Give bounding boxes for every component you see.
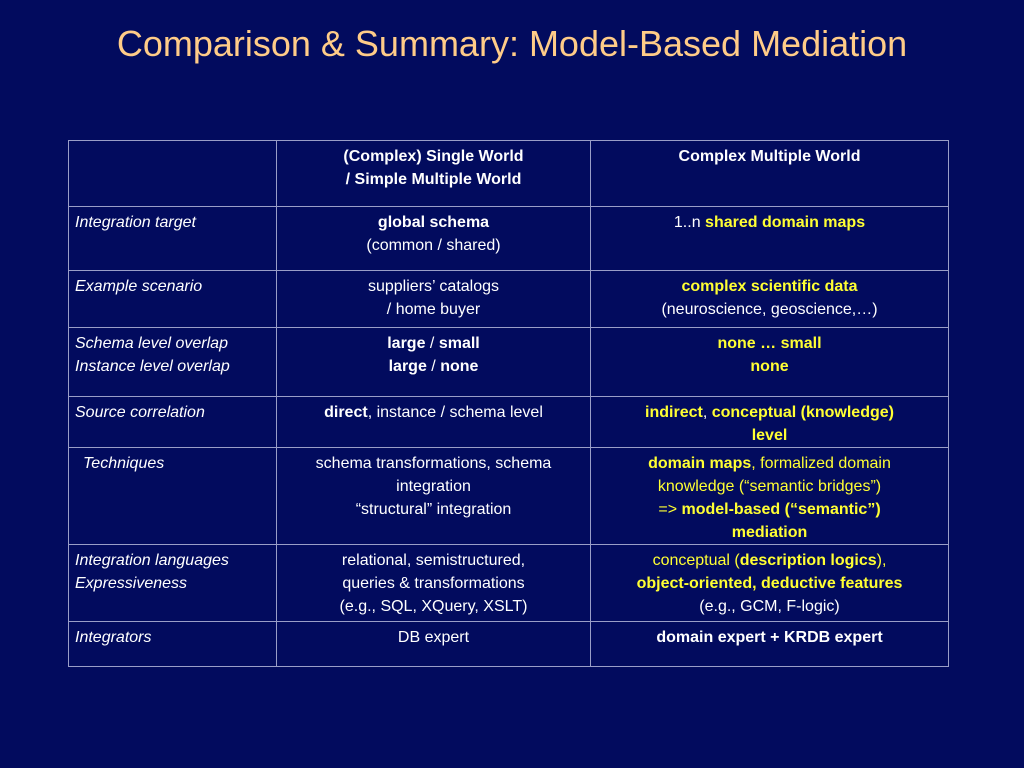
cell-text: (common / shared) bbox=[366, 237, 501, 254]
cell-text: level bbox=[751, 427, 788, 444]
cell-text: description logics bbox=[739, 552, 877, 569]
cell-single-source-correlation bbox=[277, 397, 591, 448]
cell-multi-overlap bbox=[591, 328, 949, 397]
cell-text: domain maps bbox=[648, 455, 752, 472]
cell-text: 1..n bbox=[673, 214, 706, 231]
cell-text: suppliers’ catalogs bbox=[367, 278, 500, 295]
table-header-row bbox=[69, 141, 949, 207]
cell-text: “structural” integration bbox=[355, 501, 512, 518]
cell-text: / bbox=[426, 358, 441, 375]
row-label-integration-languages bbox=[69, 545, 277, 622]
comparison-table bbox=[68, 140, 949, 667]
row-label-line: Expressiveness bbox=[75, 575, 188, 592]
cell-single-example-scenario bbox=[277, 271, 591, 328]
cell-text: relational, semistructured, bbox=[341, 552, 526, 569]
cell-multi-source-correlation bbox=[591, 397, 949, 448]
row-label-line: Instance level overlap bbox=[75, 358, 230, 375]
cell-multi-integrators: domain expert + KRDB expert bbox=[591, 622, 949, 667]
cell-text: ), bbox=[876, 552, 887, 569]
cell-text: queries & transformations bbox=[342, 575, 525, 592]
row-label-line: Schema level overlap bbox=[75, 335, 228, 352]
cell-text: => bbox=[658, 501, 682, 518]
cell-text: global schema bbox=[377, 214, 490, 231]
header-empty-cell bbox=[69, 141, 277, 207]
row-label-integrators: Integrators bbox=[69, 622, 277, 667]
cell-text: indirect bbox=[645, 404, 703, 421]
cell-text: mediation bbox=[731, 524, 808, 541]
cell-text: complex scientific data bbox=[681, 278, 858, 295]
cell-multi-integration-target bbox=[591, 207, 949, 271]
cell-text: large bbox=[388, 358, 427, 375]
row-label-source-correlation: Source correlation bbox=[69, 397, 277, 448]
header-single-world-line2: / Simple Multiple World bbox=[345, 171, 522, 188]
cell-text: object-oriented, deductive features bbox=[636, 575, 903, 592]
cell-text: , formalized domain bbox=[751, 455, 891, 472]
cell-text: large bbox=[387, 335, 426, 352]
row-label-line: Integration languages bbox=[75, 552, 229, 569]
row-label-example-scenario: Example scenario bbox=[69, 271, 277, 328]
table-row bbox=[69, 448, 949, 545]
cell-single-overlap bbox=[277, 328, 591, 397]
cell-text: (e.g., GCM, F-logic) bbox=[699, 598, 840, 615]
table-row bbox=[69, 397, 949, 448]
row-label-integration-target: Integration target bbox=[69, 207, 277, 271]
table-row bbox=[69, 328, 949, 397]
cell-text: knowledge (“semantic bridges”) bbox=[657, 478, 882, 495]
cell-text: schema transformations, schema bbox=[315, 455, 552, 472]
cell-text: , bbox=[702, 404, 712, 421]
table-row bbox=[69, 207, 949, 271]
header-single-world-line1: (Complex) Single World bbox=[343, 148, 524, 165]
cell-text: model-based (“semantic”) bbox=[681, 501, 881, 518]
slide-title: Comparison & Summary: Model-Based Mediation bbox=[116, 23, 908, 64]
cell-text: shared domain maps bbox=[705, 214, 866, 231]
cell-single-integrators: DB expert bbox=[277, 622, 591, 667]
cell-text: (e.g., SQL, XQuery, XSLT) bbox=[339, 598, 528, 615]
cell-text: conceptual (knowledge) bbox=[711, 404, 894, 421]
cell-text: none bbox=[440, 358, 479, 375]
cell-text: / bbox=[425, 335, 439, 352]
cell-multi-techniques bbox=[591, 448, 949, 545]
row-label-overlap bbox=[69, 328, 277, 397]
header-single-world bbox=[277, 141, 591, 207]
table-row bbox=[69, 271, 949, 328]
row-label-text: Techniques bbox=[83, 455, 165, 472]
cell-text: , instance / schema level bbox=[367, 404, 543, 421]
cell-single-integration-languages bbox=[277, 545, 591, 622]
cell-text: conceptual ( bbox=[652, 552, 740, 569]
cell-text: small bbox=[438, 335, 480, 352]
cell-single-integration-target bbox=[277, 207, 591, 271]
cell-single-techniques bbox=[277, 448, 591, 545]
cell-text: direct bbox=[324, 404, 368, 421]
cell-text: / home buyer bbox=[386, 301, 481, 318]
cell-text: none bbox=[750, 358, 789, 375]
row-label-techniques bbox=[69, 448, 277, 545]
cell-text: none … small bbox=[717, 335, 822, 352]
cell-multi-example-scenario bbox=[591, 271, 949, 328]
cell-text: (neuroscience, geoscience,…) bbox=[661, 301, 878, 318]
header-multiple-world: Complex Multiple World bbox=[591, 141, 949, 207]
cell-text: integration bbox=[396, 478, 471, 495]
table-row bbox=[69, 622, 949, 667]
cell-multi-integration-languages bbox=[591, 545, 949, 622]
table-row bbox=[69, 545, 949, 622]
